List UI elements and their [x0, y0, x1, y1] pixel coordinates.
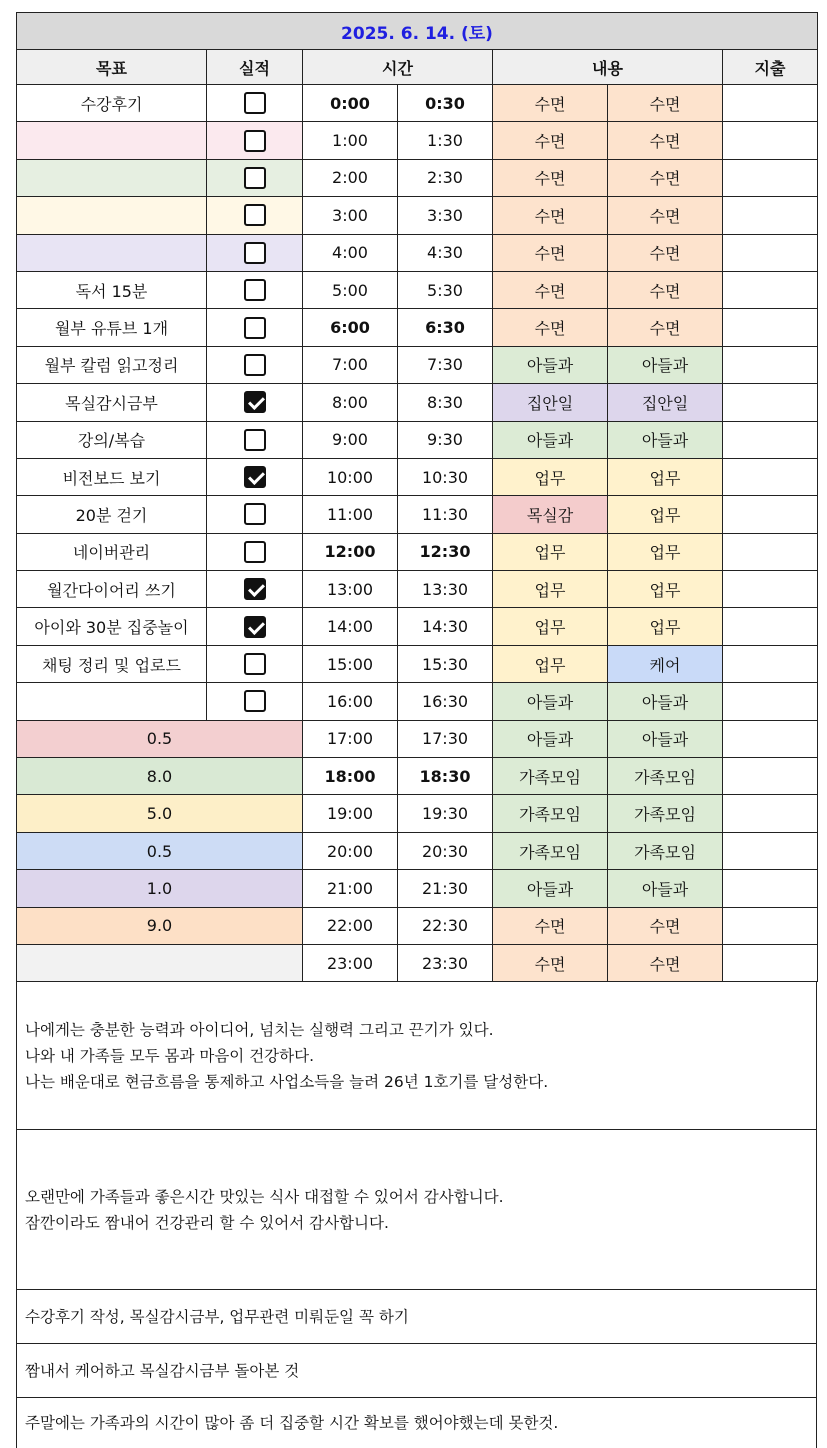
result-cell[interactable] — [207, 384, 303, 421]
content-cell[interactable]: 수면 — [493, 85, 608, 122]
summary-row — [17, 870, 818, 907]
goal-cell[interactable]: 월부 칼럼 읽고정리 — [17, 346, 207, 383]
content-cell[interactable]: 수면 — [493, 234, 608, 271]
content-cell[interactable]: 업무 — [493, 458, 608, 495]
time-end: 10:30 — [398, 458, 493, 495]
header-result: 실적 — [207, 50, 303, 85]
expense-cell[interactable] — [723, 85, 818, 122]
note-line: 잠깐이라도 짬내어 건강관리 할 수 있어서 감사합니다. — [25, 1213, 389, 1232]
schedule-row — [17, 421, 818, 458]
expense-cell[interactable] — [723, 234, 818, 271]
content-cell[interactable]: 수면 — [608, 271, 723, 308]
schedule-row — [17, 234, 818, 271]
content-cell[interactable]: 수면 — [493, 122, 608, 159]
goal-cell[interactable]: 네이버관리 — [17, 533, 207, 570]
content-cell[interactable]: 아들과 — [608, 870, 723, 907]
result-cell[interactable] — [207, 533, 303, 570]
expense-cell[interactable] — [723, 758, 818, 795]
result-cell[interactable] — [207, 159, 303, 196]
time-start: 19:00 — [303, 795, 398, 832]
result-checkbox[interactable] — [244, 167, 266, 189]
time-end: 22:30 — [398, 907, 493, 944]
time-end: 8:30 — [398, 384, 493, 421]
result-checkbox[interactable] — [244, 503, 266, 525]
result-checkbox[interactable] — [244, 541, 266, 563]
time-start: 21:00 — [303, 870, 398, 907]
content-cell[interactable]: 집안일 — [493, 384, 608, 421]
goal-cell[interactable] — [17, 122, 207, 159]
time-end: 23:30 — [398, 944, 493, 981]
result-checkbox[interactable] — [244, 391, 266, 413]
content-cell[interactable]: 가족모임 — [493, 832, 608, 869]
content-cell[interactable]: 아들과 — [493, 720, 608, 757]
content-cell[interactable]: 수면 — [493, 159, 608, 196]
result-cell[interactable] — [207, 346, 303, 383]
summary-value[interactable]: 5.0 — [17, 795, 303, 832]
schedule-row — [17, 85, 818, 122]
note-line: 짬내서 케어하고 목실감시금부 돌아본 것 — [25, 1361, 300, 1380]
note-line: 오랜만에 가족들과 좋은시간 맛있는 식사 대접할 수 있어서 감사합니다. — [25, 1187, 504, 1206]
result-checkbox[interactable] — [244, 130, 266, 152]
time-end: 15:30 — [398, 645, 493, 682]
content-cell[interactable]: 아들과 — [608, 683, 723, 720]
expense-cell[interactable] — [723, 346, 818, 383]
content-cell[interactable]: 수면 — [493, 944, 608, 981]
time-start: 12:00 — [303, 533, 398, 570]
goal-cell[interactable]: 월간다이어리 쓰기 — [17, 571, 207, 608]
schedule-row — [17, 197, 818, 234]
content-cell[interactable]: 업무 — [608, 458, 723, 495]
content-cell[interactable]: 수면 — [608, 122, 723, 159]
result-checkbox[interactable] — [244, 204, 266, 226]
expense-cell[interactable] — [723, 832, 818, 869]
summary-value[interactable]: 8.0 — [17, 758, 303, 795]
schedule-row — [17, 608, 818, 645]
expense-cell[interactable] — [723, 608, 818, 645]
content-cell[interactable]: 업무 — [608, 533, 723, 570]
schedule-row — [17, 346, 818, 383]
time-end: 18:30 — [398, 758, 493, 795]
content-cell[interactable]: 아들과 — [493, 683, 608, 720]
result-cell[interactable] — [207, 421, 303, 458]
result-checkbox[interactable] — [244, 279, 266, 301]
time-end: 4:30 — [398, 234, 493, 271]
content-cell[interactable]: 수면 — [608, 159, 723, 196]
goal-cell[interactable] — [17, 197, 207, 234]
time-start: 18:00 — [303, 758, 398, 795]
time-end: 16:30 — [398, 683, 493, 720]
result-checkbox[interactable] — [244, 653, 266, 675]
goal-cell[interactable] — [17, 234, 207, 271]
content-cell[interactable]: 수면 — [493, 907, 608, 944]
expense-cell[interactable] — [723, 496, 818, 533]
result-cell[interactable] — [207, 234, 303, 271]
content-cell[interactable]: 아들과 — [608, 421, 723, 458]
goal-cell[interactable] — [17, 159, 207, 196]
schedule-row — [17, 496, 818, 533]
result-cell[interactable] — [207, 645, 303, 682]
time-start: 3:00 — [303, 197, 398, 234]
result-cell[interactable] — [207, 271, 303, 308]
result-cell[interactable] — [207, 496, 303, 533]
content-cell[interactable]: 업무 — [608, 571, 723, 608]
result-cell[interactable] — [207, 571, 303, 608]
summary-value[interactable]: 9.0 — [17, 907, 303, 944]
header-time: 시간 — [303, 50, 493, 85]
content-cell[interactable]: 집안일 — [608, 384, 723, 421]
summary-value[interactable]: 0.5 — [17, 720, 303, 757]
content-cell[interactable]: 수면 — [493, 309, 608, 346]
result-checkbox[interactable] — [244, 354, 266, 376]
time-end: 1:30 — [398, 122, 493, 159]
time-start: 20:00 — [303, 832, 398, 869]
time-start: 13:00 — [303, 571, 398, 608]
result-checkbox[interactable] — [244, 429, 266, 451]
schedule-row — [17, 384, 818, 421]
header-expense: 지출 — [723, 50, 818, 85]
content-cell[interactable]: 수면 — [493, 197, 608, 234]
result-cell[interactable] — [207, 683, 303, 720]
time-start: 23:00 — [303, 944, 398, 981]
content-cell[interactable]: 가족모임 — [608, 795, 723, 832]
schedule-row — [17, 571, 818, 608]
content-cell[interactable]: 케어 — [608, 645, 723, 682]
summary-row — [17, 832, 818, 869]
time-start: 17:00 — [303, 720, 398, 757]
schedule-row — [17, 122, 818, 159]
content-cell[interactable]: 업무 — [493, 608, 608, 645]
gratitude-note[interactable] — [17, 1130, 816, 1290]
content-cell[interactable]: 가족모임 — [493, 795, 608, 832]
praise-note[interactable] — [17, 1344, 816, 1398]
summary-row — [17, 720, 818, 757]
goal-cell[interactable]: 20분 걷기 — [17, 496, 207, 533]
summary-value[interactable] — [17, 944, 303, 981]
schedule-row — [17, 533, 818, 570]
schedule-row — [17, 309, 818, 346]
content-cell[interactable]: 가족모임 — [493, 758, 608, 795]
time-end: 17:30 — [398, 720, 493, 757]
reflection-note[interactable] — [17, 1398, 816, 1448]
expense-cell[interactable] — [723, 458, 818, 495]
time-start: 14:00 — [303, 608, 398, 645]
header-content: 내용 — [493, 50, 723, 85]
goal-cell[interactable]: 월부 유튜브 1개 — [17, 309, 207, 346]
content-cell[interactable]: 아들과 — [493, 870, 608, 907]
result-checkbox[interactable] — [244, 616, 266, 638]
schedule-table — [16, 12, 818, 982]
goal-cell[interactable] — [17, 683, 207, 720]
content-cell[interactable]: 수면 — [608, 197, 723, 234]
date-title: 2025. 6. 14. (토) — [17, 13, 818, 50]
content-cell[interactable]: 업무 — [493, 533, 608, 570]
schedule-row — [17, 271, 818, 308]
result-checkbox[interactable] — [244, 690, 266, 712]
result-cell[interactable] — [207, 608, 303, 645]
content-cell[interactable]: 업무 — [493, 571, 608, 608]
time-start: 0:00 — [303, 85, 398, 122]
result-cell[interactable] — [207, 85, 303, 122]
todo-note[interactable] — [17, 1290, 816, 1344]
goal-cell[interactable]: 비전보드 보기 — [17, 458, 207, 495]
note-line: 나와 내 가족들 모두 몸과 마음이 건강하다. — [25, 1046, 315, 1065]
time-start: 6:00 — [303, 309, 398, 346]
goal-cell[interactable]: 목실감시금부 — [17, 384, 207, 421]
expense-cell[interactable] — [723, 870, 818, 907]
time-start: 9:00 — [303, 421, 398, 458]
time-end: 12:30 — [398, 533, 493, 570]
content-cell[interactable]: 아들과 — [493, 421, 608, 458]
summary-row — [17, 944, 818, 981]
summary-value[interactable]: 1.0 — [17, 870, 303, 907]
schedule-row — [17, 645, 818, 682]
time-start: 2:00 — [303, 159, 398, 196]
content-cell[interactable]: 가족모임 — [608, 832, 723, 869]
expense-cell[interactable] — [723, 720, 818, 757]
time-end: 5:30 — [398, 271, 493, 308]
note-line: 나에게는 충분한 능력과 아이디어, 넘치는 실행력 그리고 끈기가 있다. — [25, 1020, 494, 1039]
goal-cell[interactable]: 독서 15분 — [17, 271, 207, 308]
affirmation-note[interactable] — [17, 982, 816, 1130]
notes-section — [16, 982, 817, 1448]
result-checkbox[interactable] — [244, 578, 266, 600]
expense-cell[interactable] — [723, 645, 818, 682]
content-cell[interactable]: 수면 — [608, 944, 723, 981]
result-checkbox[interactable] — [244, 317, 266, 339]
content-cell[interactable]: 수면 — [493, 271, 608, 308]
time-end: 6:30 — [398, 309, 493, 346]
time-end: 20:30 — [398, 832, 493, 869]
daily-planner-sheet — [16, 12, 817, 1448]
result-cell[interactable] — [207, 197, 303, 234]
expense-cell[interactable] — [723, 197, 818, 234]
expense-cell[interactable] — [723, 271, 818, 308]
goal-cell[interactable]: 강의/복습 — [17, 421, 207, 458]
time-end: 2:30 — [398, 159, 493, 196]
content-cell[interactable]: 아들과 — [608, 346, 723, 383]
header-goal: 목표 — [17, 50, 207, 85]
result-cell[interactable] — [207, 122, 303, 159]
expense-cell[interactable] — [723, 122, 818, 159]
expense-cell[interactable] — [723, 159, 818, 196]
content-cell[interactable]: 아들과 — [493, 346, 608, 383]
content-cell[interactable]: 수면 — [608, 309, 723, 346]
time-end: 9:30 — [398, 421, 493, 458]
schedule-row — [17, 458, 818, 495]
expense-cell[interactable] — [723, 795, 818, 832]
content-cell[interactable]: 업무 — [608, 496, 723, 533]
summary-row — [17, 758, 818, 795]
goal-cell[interactable]: 아이와 30분 집중놀이 — [17, 608, 207, 645]
schedule-row — [17, 159, 818, 196]
expense-cell[interactable] — [723, 309, 818, 346]
content-cell[interactable]: 목실감 — [493, 496, 608, 533]
expense-cell[interactable] — [723, 907, 818, 944]
content-cell[interactable]: 수면 — [608, 85, 723, 122]
time-start: 7:00 — [303, 346, 398, 383]
summary-row — [17, 907, 818, 944]
schedule-row — [17, 683, 818, 720]
expense-cell[interactable] — [723, 533, 818, 570]
expense-cell[interactable] — [723, 421, 818, 458]
content-cell[interactable]: 가족모임 — [608, 758, 723, 795]
time-start: 5:00 — [303, 271, 398, 308]
time-end: 0:30 — [398, 85, 493, 122]
result-checkbox[interactable] — [244, 92, 266, 114]
content-cell[interactable]: 아들과 — [608, 720, 723, 757]
time-start: 16:00 — [303, 683, 398, 720]
expense-cell[interactable] — [723, 571, 818, 608]
time-start: 10:00 — [303, 458, 398, 495]
summary-row — [17, 795, 818, 832]
result-checkbox[interactable] — [244, 242, 266, 264]
expense-cell[interactable] — [723, 683, 818, 720]
time-end: 14:30 — [398, 608, 493, 645]
note-line: 수강후기 작성, 목실감시금부, 업무관련 미뤄둔일 꼭 하기 — [25, 1307, 409, 1326]
time-start: 4:00 — [303, 234, 398, 271]
expense-cell[interactable] — [723, 384, 818, 421]
note-line: 나는 배운대로 현금흐름을 통제하고 사업소득을 늘려 26년 1호기를 달성한다. — [25, 1072, 549, 1091]
time-end: 7:30 — [398, 346, 493, 383]
content-cell[interactable]: 수면 — [608, 234, 723, 271]
time-end: 21:30 — [398, 870, 493, 907]
time-end: 13:30 — [398, 571, 493, 608]
content-cell[interactable]: 업무 — [608, 608, 723, 645]
result-cell[interactable] — [207, 458, 303, 495]
note-line: 주말에는 가족과의 시간이 많아 좀 더 집중할 시간 확보를 했어야했는데 못한것. — [25, 1414, 559, 1433]
time-end: 11:30 — [398, 496, 493, 533]
time-end: 19:30 — [398, 795, 493, 832]
content-cell[interactable]: 업무 — [493, 645, 608, 682]
time-start: 1:00 — [303, 122, 398, 159]
goal-cell[interactable]: 수강후기 — [17, 85, 207, 122]
goal-cell[interactable]: 채팅 정리 및 업로드 — [17, 645, 207, 682]
time-start: 15:00 — [303, 645, 398, 682]
time-start: 8:00 — [303, 384, 398, 421]
summary-value[interactable]: 0.5 — [17, 832, 303, 869]
time-end: 3:30 — [398, 197, 493, 234]
result-cell[interactable] — [207, 309, 303, 346]
result-checkbox[interactable] — [244, 466, 266, 488]
content-cell[interactable]: 수면 — [608, 907, 723, 944]
expense-cell[interactable] — [723, 944, 818, 981]
time-start: 11:00 — [303, 496, 398, 533]
time-start: 22:00 — [303, 907, 398, 944]
